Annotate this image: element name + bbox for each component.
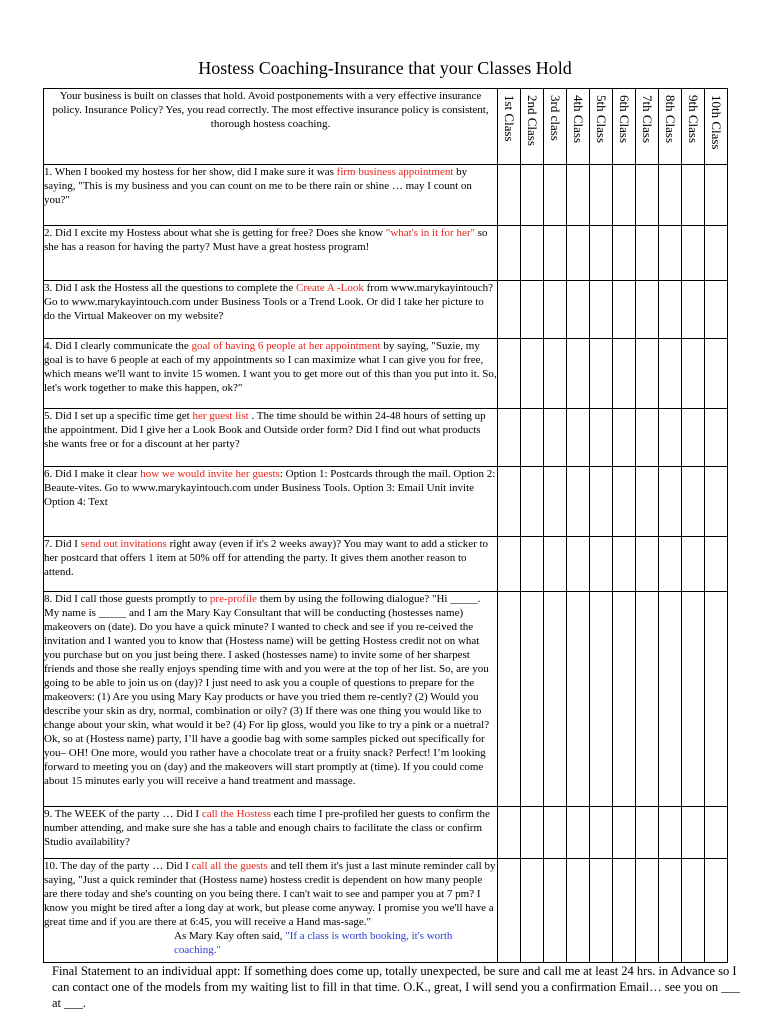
class-check-cell[interactable] [682, 226, 705, 281]
question-row [44, 339, 728, 409]
class-check-cell[interactable] [498, 165, 521, 226]
class-check-cell[interactable] [705, 339, 728, 409]
class-check-cell[interactable] [636, 859, 659, 963]
class-check-cell[interactable] [682, 165, 705, 226]
class-check-cell[interactable] [705, 226, 728, 281]
class-check-cell[interactable] [613, 807, 636, 859]
class-check-cell[interactable] [498, 592, 521, 807]
question-text: 5. Did I set up a specific time get her guest list . The time should be within 24-48 hours of setting up the appointment. Did I give her a Look Book and Outside order form? Did I find out what products she wants free or for a discount at her party? [44, 409, 498, 467]
class-column-header: 6th Class [613, 89, 636, 165]
class-check-cell[interactable] [705, 281, 728, 339]
class-check-cell[interactable] [498, 859, 521, 963]
class-check-cell[interactable] [659, 859, 682, 963]
question-row [44, 467, 728, 537]
class-check-cell[interactable] [590, 537, 613, 592]
class-check-cell[interactable] [498, 226, 521, 281]
class-check-cell[interactable] [636, 409, 659, 467]
class-check-cell[interactable] [705, 537, 728, 592]
class-check-cell[interactable] [682, 537, 705, 592]
class-check-cell[interactable] [498, 409, 521, 467]
class-check-cell[interactable] [659, 592, 682, 807]
class-check-cell[interactable] [544, 226, 567, 281]
class-check-cell[interactable] [521, 859, 544, 963]
question-row [44, 226, 728, 281]
class-check-cell[interactable] [544, 339, 567, 409]
class-check-cell[interactable] [567, 281, 590, 339]
class-check-cell[interactable] [659, 537, 682, 592]
class-column-header: 9th Class [682, 89, 705, 165]
class-check-cell[interactable] [705, 807, 728, 859]
question-text: 8. Did I call those guests promptly to pre-profile them by using the following dialogue? "Hi _____. My name is _____ and I am the Mary Kay Consultant that will be conducting (hostesses name) makeovers on (date). Do you have a quick minute? I wanted to check and see if you re-ceived the invitation and I wanted you to know that (Hostess name) will be getting Hostess credit not on what you purchase but on you just being there. I asked (hostesses name) to invite some of her sharpest friends and those she really enjoys spending time with and you were at the top of her list. So, are you going to be able to join us on (day)? I just need to ask you a couple of questions to prepare for the makeovers: (1) Are you using Mary Kay products or have you tried them re-cently? (2) Would you describe your skin as dry, normal, combination or oily? (3) If there was one thing you would like to change about your skin, what would it be? (4) For lip gloss, would you like to try a pink or a nuetral? Ok, so at (Hostess name) party, I’ll have a goodie bag with some samples picked out specifically for you– OH! One more, would you rather have a chocolate treat or a fruity snack? Perfect! I’m looking forward to meeting you on (day) and the makeovers will start promptly at (time). If you could come about 15 minutes early you will receive a hand treatment and massage. [44, 592, 498, 807]
question-text: 1. When I booked my hostess for her show, did I make sure it was firm business appointment by saying, "This is my business and you can count on me to be there rain or shine … may I count on you?" [44, 165, 498, 226]
class-check-cell[interactable] [613, 467, 636, 537]
class-check-cell[interactable] [636, 807, 659, 859]
class-check-cell[interactable] [613, 409, 636, 467]
class-check-cell[interactable] [613, 859, 636, 963]
class-column-header: 2nd Class [521, 89, 544, 165]
class-check-cell[interactable] [567, 409, 590, 467]
class-check-cell[interactable] [613, 165, 636, 226]
class-check-cell[interactable] [567, 807, 590, 859]
class-check-cell[interactable] [682, 339, 705, 409]
class-column-header: 7th Class [636, 89, 659, 165]
class-check-cell[interactable] [521, 807, 544, 859]
class-check-cell[interactable] [498, 467, 521, 537]
class-check-cell[interactable] [636, 281, 659, 339]
question-text: 10. The day of the party … Did I call all the guests and tell them it's just a last minute reminder call by saying, "Just a quick reminder that (Hostess name) hostess credit is dependent on how many people are there today and she's counting on you being there. I can't wait to see and pamper you at 7 pm? I know you might be tired after a long day at work, but please come anyway. I promise you we'll have a great time and if you are there at 6:45, you will receive a Hand mas-sage." As Mary Kay often said, "If a class is worth booking, it's worth coaching." [44, 859, 498, 963]
question-row [44, 859, 728, 963]
class-check-cell[interactable] [636, 165, 659, 226]
class-check-cell[interactable] [521, 226, 544, 281]
class-check-cell[interactable] [521, 165, 544, 226]
class-check-cell[interactable] [498, 537, 521, 592]
header-row [44, 89, 728, 165]
question-row [44, 165, 728, 226]
question-text: 3. Did I ask the Hostess all the questions to complete the Create A -Look from www.marykayintouch? Go to www.marykayintouch.com under Business Tools or a Trend Look. Or did I take her picture to do the Virtual Makeover on my website? [44, 281, 498, 339]
class-check-cell[interactable] [613, 226, 636, 281]
class-check-cell[interactable] [544, 409, 567, 467]
coaching-checklist-table [43, 88, 728, 963]
question-row [44, 409, 728, 467]
class-check-cell[interactable] [567, 339, 590, 409]
class-check-cell[interactable] [567, 467, 590, 537]
class-check-cell[interactable] [705, 859, 728, 963]
class-column-header: 10th Class [705, 89, 728, 165]
question-row [44, 592, 728, 807]
class-check-cell[interactable] [705, 592, 728, 807]
class-check-cell[interactable] [682, 467, 705, 537]
class-check-cell[interactable] [544, 537, 567, 592]
class-check-cell[interactable] [590, 409, 613, 467]
class-check-cell[interactable] [521, 281, 544, 339]
class-check-cell[interactable] [705, 409, 728, 467]
class-check-cell[interactable] [705, 467, 728, 537]
class-check-cell[interactable] [590, 592, 613, 807]
question-text: 6. Did I make it clear how we would invite her guests: Option 1: Postcards through the mail. Option 2: Beaute-vites. Go to www.marykayintouch.com under Business Tools. Option 3: Email Unit invite Option 4: Text [44, 467, 498, 537]
class-column-header: 1st Class [498, 89, 521, 165]
class-check-cell[interactable] [682, 592, 705, 807]
class-check-cell[interactable] [659, 281, 682, 339]
class-column-header: 3rd class [544, 89, 567, 165]
class-check-cell[interactable] [659, 165, 682, 226]
class-check-cell[interactable] [567, 592, 590, 807]
class-check-cell[interactable] [636, 226, 659, 281]
class-check-cell[interactable] [498, 807, 521, 859]
class-check-cell[interactable] [705, 165, 728, 226]
class-check-cell[interactable] [521, 409, 544, 467]
class-check-cell[interactable] [590, 339, 613, 409]
class-check-cell[interactable] [682, 859, 705, 963]
class-check-cell[interactable] [590, 467, 613, 537]
class-check-cell[interactable] [544, 859, 567, 963]
page-title: Hostess Coaching-Insurance that your Classes Hold [198, 58, 572, 78]
class-check-cell[interactable] [544, 281, 567, 339]
question-text: 7. Did I send out invitations right away (even if it's 2 weeks away)? You may want to add a sticker to her postcard that offers 1 item at 50% off for attending the party. It gives them another reason to attend. [44, 537, 498, 592]
class-check-cell[interactable] [567, 165, 590, 226]
class-check-cell[interactable] [590, 226, 613, 281]
class-check-cell[interactable] [521, 339, 544, 409]
class-check-cell[interactable] [636, 467, 659, 537]
question-text: 9. The WEEK of the party … Did I call the Hostess each time I pre-profiled her guests to confirm the number attending, and make sure she has a table and enough chairs to facilitate the class or confirm Studio availability? [44, 807, 498, 859]
class-check-cell[interactable] [613, 537, 636, 592]
class-check-cell[interactable] [636, 339, 659, 409]
class-check-cell[interactable] [498, 281, 521, 339]
class-check-cell[interactable] [613, 281, 636, 339]
class-check-cell[interactable] [521, 537, 544, 592]
class-check-cell[interactable] [590, 165, 613, 226]
class-check-cell[interactable] [682, 409, 705, 467]
class-check-cell[interactable] [659, 807, 682, 859]
class-check-cell[interactable] [544, 467, 567, 537]
question-text: 4. Did I clearly communicate the goal of having 6 people at her appointment by saying, "Suzie, my goal is to have 6 people at each of my appointments so I can maximize what I can give you for free, which means we'll want to invite 15 women. I want you to get more out of this than you put into it. So, let's work together to make this happen, ok?" [44, 339, 498, 409]
class-check-cell[interactable] [590, 807, 613, 859]
class-check-cell[interactable] [544, 165, 567, 226]
class-column-header: 5th Class [590, 89, 613, 165]
class-check-cell[interactable] [613, 339, 636, 409]
class-column-header: 4th Class [567, 89, 590, 165]
intro-text: Your business is built on classes that hold. Avoid postponements with a very effective insurance policy. Insurance Policy? Yes, you read correctly. The most effective insurance policy is consistent, thorough hostess coaching. [44, 89, 498, 165]
class-check-cell[interactable] [544, 592, 567, 807]
class-check-cell[interactable] [659, 467, 682, 537]
class-check-cell[interactable] [521, 592, 544, 807]
class-check-cell[interactable] [682, 281, 705, 339]
question-row [44, 281, 728, 339]
class-check-cell[interactable] [613, 592, 636, 807]
class-check-cell[interactable] [567, 537, 590, 592]
question-row [44, 537, 728, 592]
class-check-cell[interactable] [682, 807, 705, 859]
class-check-cell[interactable] [590, 281, 613, 339]
question-row [44, 807, 728, 859]
class-check-cell[interactable] [521, 467, 544, 537]
class-check-cell[interactable] [659, 339, 682, 409]
class-column-header: 8th Class [659, 89, 682, 165]
class-check-cell[interactable] [636, 592, 659, 807]
closing-quote-line: As Mary Kay often said, "If a class is worth booking, it's worth coaching." [174, 930, 453, 956]
class-check-cell[interactable] [659, 226, 682, 281]
class-check-cell[interactable] [567, 226, 590, 281]
class-check-cell[interactable] [567, 859, 590, 963]
class-check-cell[interactable] [636, 537, 659, 592]
final-statement: Final Statement to an individual appt: If something does come up, totally unexpected, be sure and call me at least 24 hrs. in Advance so I can contact one of the models from my waiting list to fill in that time. O.K., great, I will send you a confirmation Email… see you on ___ at ___. [52, 964, 741, 1010]
class-check-cell[interactable] [498, 339, 521, 409]
class-check-cell[interactable] [659, 409, 682, 467]
class-check-cell[interactable] [590, 859, 613, 963]
question-text: 2. Did I excite my Hostess about what she is getting for free? Does she know "what's in it for her" so she has a reason for having the party? Must have a great hostess program! [44, 226, 498, 281]
class-check-cell[interactable] [544, 807, 567, 859]
